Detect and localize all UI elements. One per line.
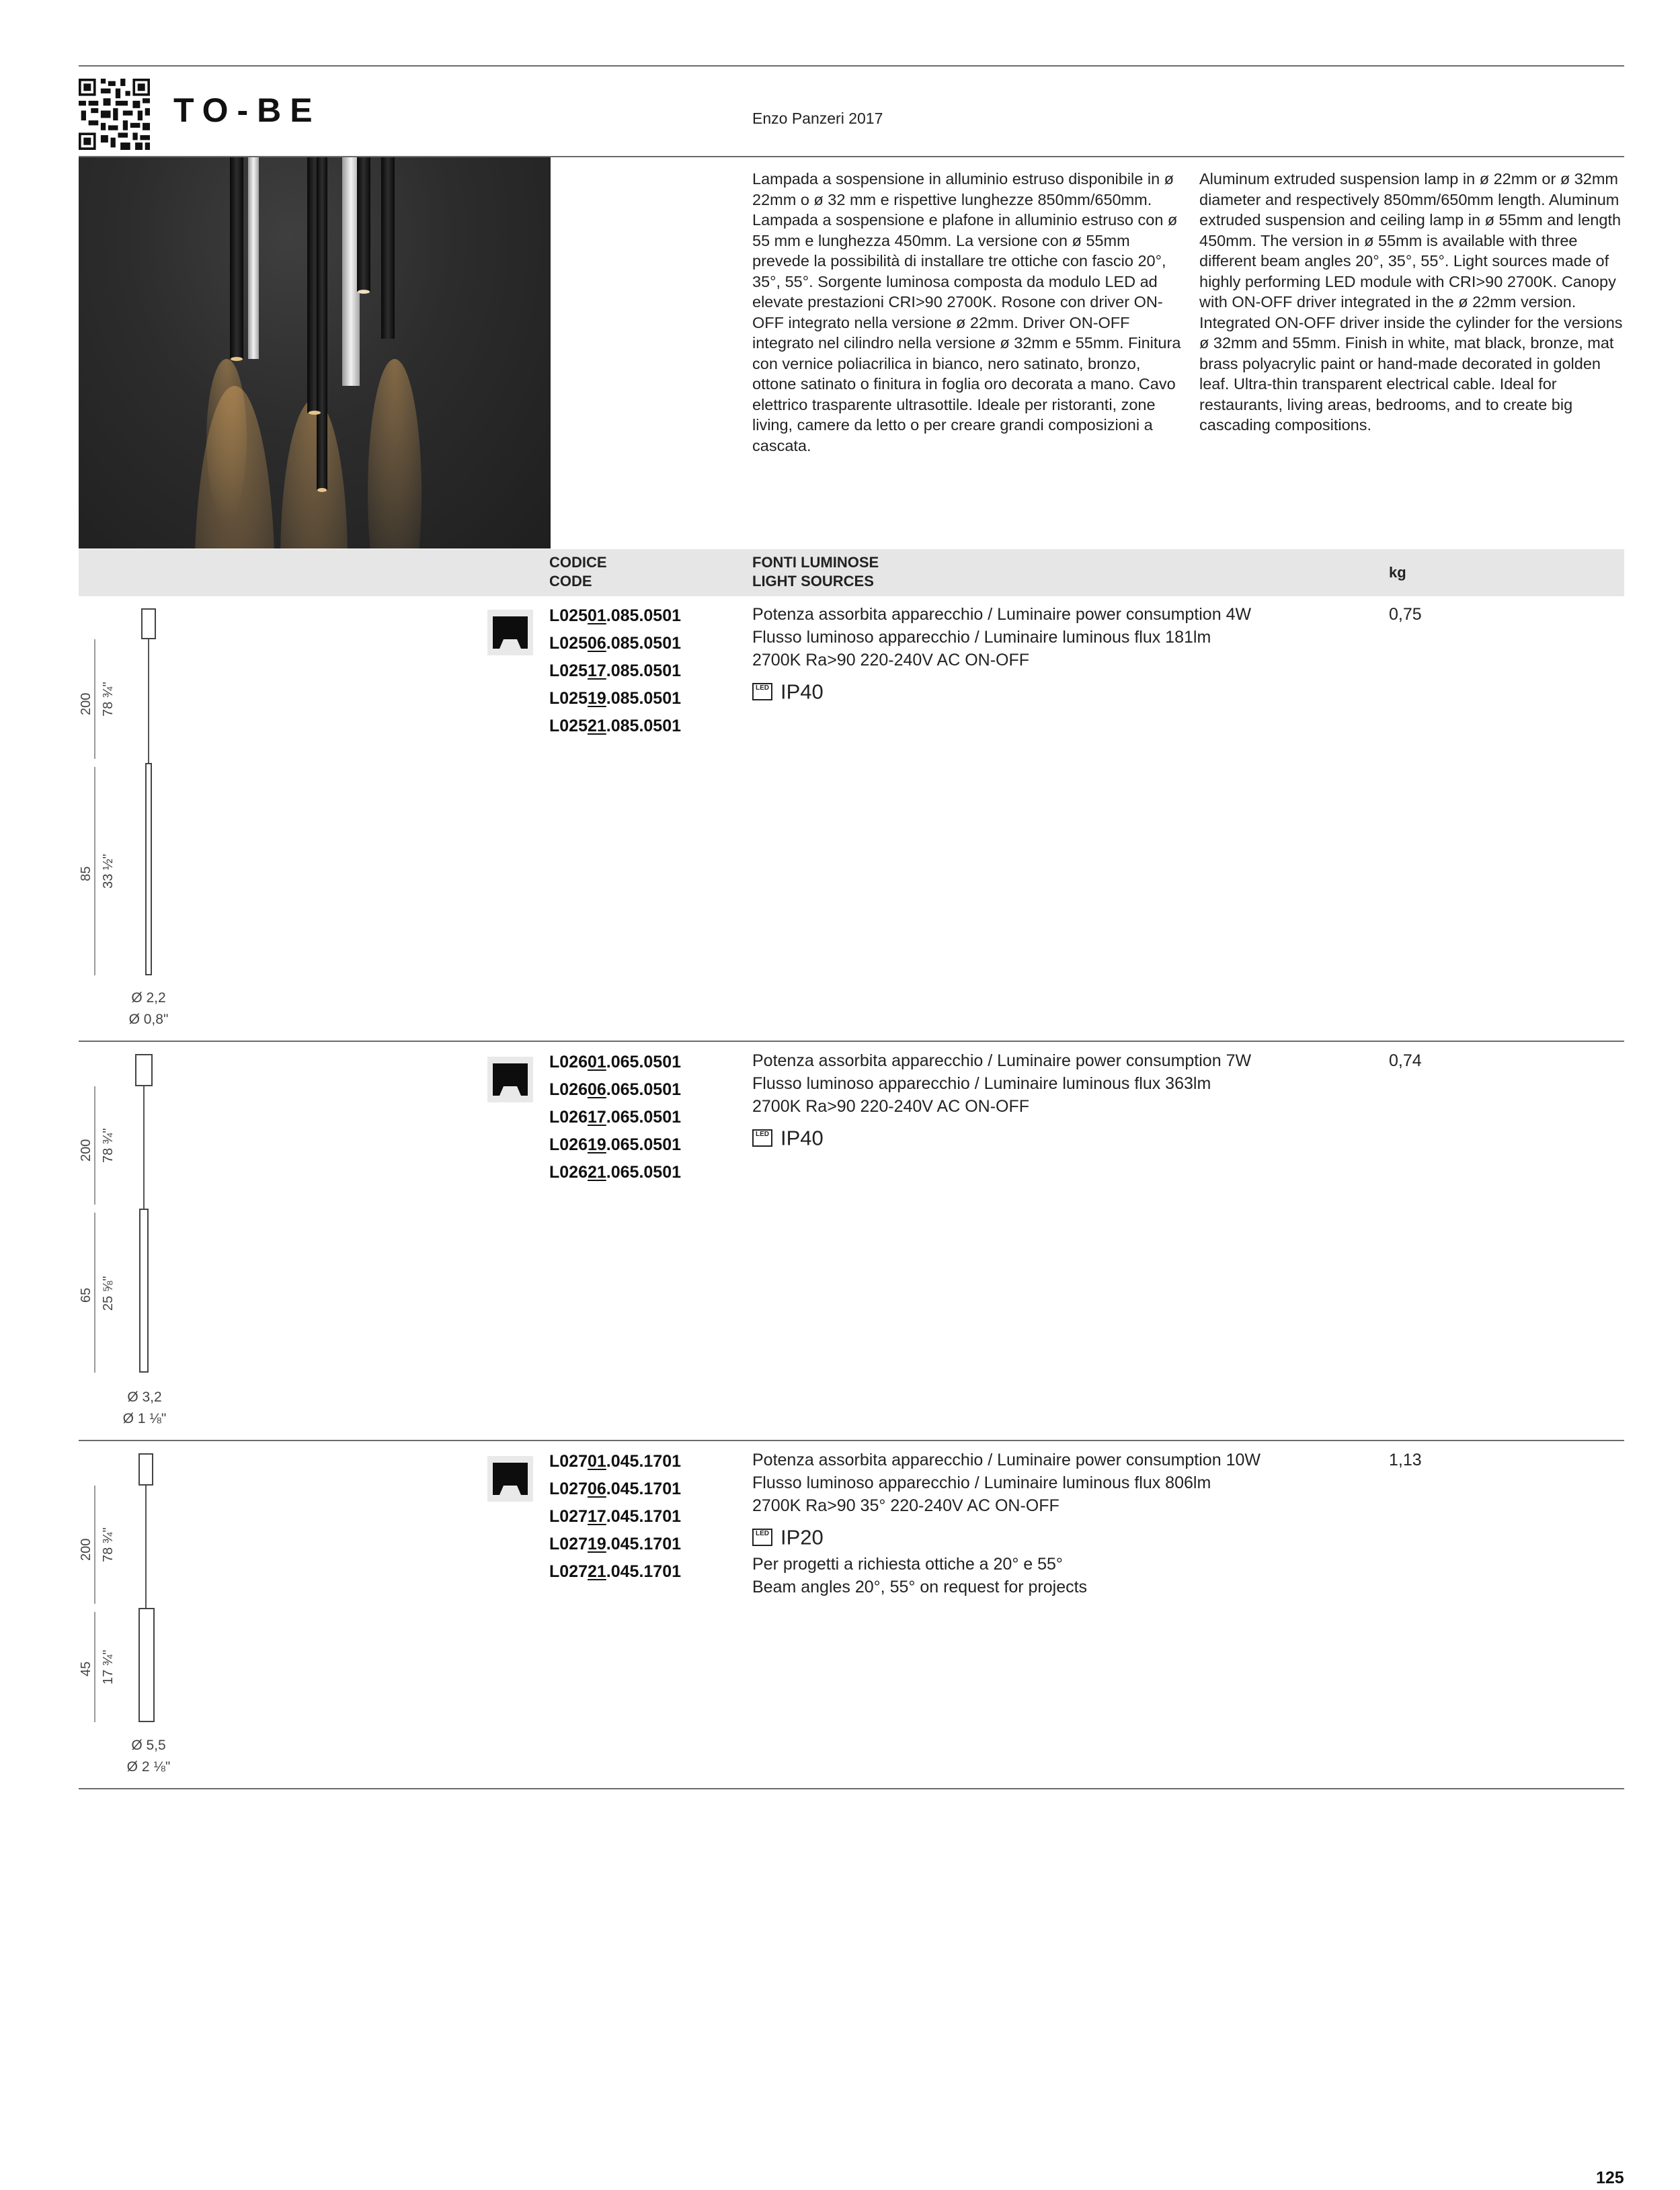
row-divider [79, 1788, 1624, 1789]
product-code: L02721.045.1701 [549, 1562, 682, 1581]
header-code [549, 553, 607, 591]
ip-rating: IP40 [781, 1126, 824, 1150]
ip-rating: IP20 [781, 1525, 824, 1549]
body-drawing [139, 1209, 149, 1373]
row-divider [79, 1440, 1624, 1441]
row-divider [79, 1041, 1624, 1042]
description-english: Aluminum extruded suspension lamp in ø 22mm or ø 32mm diameter and respectively 850mm/650mm length. Aluminum extruded suspension and ceiling lamp in ø 55mm and length 450mm. The version in ø 55mm is available with three different beam angles 20°, 35°, 55°. Light sources made of highly performing LED module with CRI>90 2700K. Canopy with ON-OFF driver integrated in the ø 22mm version. Integrated ON-OFF driver inside the cylinder for the versions ø 32mm and 55mm. Finish in white, mat black, bronze, mat brass polyacrylic paint or hand-made decorated in golden leaf. Ultra-thin transparent electrical cable. Ideal for restaurants, living areas, bedrooms, and to create big cascading compositions. [1199, 170, 1623, 434]
beam-note-en: Beam angles 20°, 55° on request for projects [752, 1578, 1088, 1597]
header-light-sources [752, 553, 879, 591]
diameter-cm: Ø 3,2 [127, 1389, 162, 1405]
canopy-drawing [135, 1054, 153, 1086]
body-drawing [145, 763, 152, 975]
power-consumption: Potenza assorbita apparecchio / Luminaire power consumption 10W [752, 1451, 1261, 1469]
product-code: L02517.085.0501 [549, 661, 682, 680]
canopy-drawing [138, 1453, 153, 1486]
dimension-line [94, 639, 95, 759]
qr-code-icon [79, 79, 150, 150]
luminous-flux: Flusso luminoso apparecchio / Luminaire luminous flux 806lm [752, 1473, 1211, 1492]
dim-cable-in: 78 ¾" [101, 1527, 116, 1562]
product-photo [79, 157, 551, 549]
dim-cable-in: 78 ¾" [101, 682, 116, 717]
product-codes [549, 602, 681, 740]
dimension-line [94, 767, 95, 975]
ip-rating-row [752, 680, 1251, 703]
product-code: L02717.045.1701 [549, 1507, 682, 1526]
led-icon: LED [752, 1529, 772, 1546]
diameter-in: Ø 1 ⅛" [122, 1411, 167, 1426]
dimension-line [94, 1486, 95, 1604]
product-code: L02606.065.0501 [549, 1080, 682, 1099]
ceiling-light-thumbnail-icon [487, 1456, 533, 1502]
electrical-specs: 2700K Ra>90 35° 220-240V AC ON-OFF [752, 1496, 1059, 1515]
product-code: L02519.085.0501 [549, 689, 682, 708]
power-consumption: Potenza assorbita apparecchio / Luminaire power consumption 4W [752, 605, 1252, 624]
weight-value: 0,74 [1389, 1051, 1422, 1070]
dimension-line [94, 1213, 95, 1373]
header-code-en: CODE [549, 573, 592, 590]
ip-rating-row [752, 1126, 1251, 1149]
diameter-cm: Ø 2,2 [131, 990, 166, 1006]
cable-drawing [148, 639, 149, 763]
beam-note-it: Per progetti a richiesta ottiche a 20° e 55° [752, 1555, 1063, 1574]
dim-body-cm: 45 [79, 1661, 93, 1676]
product-codes [549, 1049, 681, 1186]
dimension-line [94, 1086, 95, 1205]
product-codes [549, 1448, 681, 1586]
dim-body-in: 25 ⅝" [101, 1276, 116, 1311]
electrical-specs: 2700K Ra>90 220-240V AC ON-OFF [752, 651, 1030, 670]
product-title: TO-BE [173, 91, 321, 129]
dim-cable-in: 78 ¾" [101, 1128, 116, 1163]
header-sources-it: FONTI LUMINOSE [752, 554, 879, 571]
cable-drawing [145, 1486, 147, 1608]
led-icon: LED [752, 683, 772, 700]
dim-body-cm: 65 [79, 1287, 93, 1303]
header-code-it: CODICE [549, 554, 607, 571]
ip-rating-row [752, 1525, 1261, 1549]
dim-cable-cm: 200 [79, 1139, 93, 1162]
electrical-specs: 2700K Ra>90 220-240V AC ON-OFF [752, 1097, 1030, 1116]
product-code: L02619.065.0501 [549, 1135, 682, 1154]
weight-value: 0,75 [1389, 605, 1422, 624]
diameter-in: Ø 2 ⅛" [126, 1759, 171, 1775]
diameter-cm: Ø 5,5 [131, 1738, 166, 1753]
dim-cable-cm: 200 [79, 1538, 93, 1561]
page-number: 125 [1596, 2168, 1624, 2187]
dim-cable-cm: 200 [79, 692, 93, 715]
header-weight: kg [1389, 564, 1406, 581]
light-source-specs [752, 1049, 1251, 1149]
ip-rating: IP40 [781, 680, 824, 704]
ceiling-light-thumbnail-icon [487, 610, 533, 655]
power-consumption: Potenza assorbita apparecchio / Luminaire power consumption 7W [752, 1051, 1252, 1070]
header-sources-en: LIGHT SOURCES [752, 573, 874, 590]
body-drawing [138, 1608, 155, 1722]
dim-body-cm: 85 [79, 866, 93, 881]
product-code: L02521.085.0501 [549, 717, 682, 735]
dim-body-in: 33 ½" [101, 854, 116, 889]
product-code: L02701.045.1701 [549, 1452, 682, 1471]
luminous-flux: Flusso luminoso apparecchio / Luminaire luminous flux 363lm [752, 1074, 1211, 1093]
dimension-line [94, 1612, 95, 1722]
light-source-specs [752, 1449, 1261, 1598]
designer-year: Enzo Panzeri 2017 [752, 110, 883, 127]
product-code: L02719.045.1701 [549, 1535, 682, 1553]
diameter-in: Ø 0,8" [128, 1012, 169, 1027]
product-code: L02706.045.1701 [549, 1479, 682, 1498]
luminous-flux: Flusso luminoso apparecchio / Luminaire luminous flux 181lm [752, 628, 1211, 647]
canopy-drawing [141, 608, 156, 639]
product-code: L02617.065.0501 [549, 1108, 682, 1127]
product-code: L02621.065.0501 [549, 1163, 682, 1182]
product-code: L02506.085.0501 [549, 634, 682, 653]
cable-drawing [143, 1086, 145, 1209]
product-code: L02501.085.0501 [549, 606, 682, 625]
ceiling-light-thumbnail-icon [487, 1057, 533, 1102]
weight-value: 1,13 [1389, 1451, 1422, 1469]
description-italian: Lampada a sospensione in alluminio estruso disponibile in ø 22mm o ø 32 mm e rispettive lunghezze 850mm/650mm. Lampada a sospensione e plafone in alluminio estruso con ø 55 mm e lunghezza 450mm. La versione con ø 55mm prevede la possibilità di installare tre ottiche con fascio 20°, 35°, 55°. Sorgente luminosa composta da modulo LED ad elevate prestazioni CRI>90 2700K. Rosone con driver ON-OFF integrato nella versione ø 22mm. Driver ON-OFF integrato nel cilindro nella versione ø 32mm e 55mm. Finitura con vernice poliacrilica in bianco, nero satinato, bronzo, ottone satinato o finitura in foglia oro decorata a mano. Cavo elettrico trasparente ultrasottile. Ideale per ristoranti, zone living, camere da letto o per creare grandi composizioni a cascata. [752, 170, 1181, 454]
dim-body-in: 17 ¾" [101, 1650, 116, 1685]
product-code: L02601.065.0501 [549, 1053, 682, 1071]
light-source-specs [752, 603, 1251, 703]
led-icon: LED [752, 1129, 772, 1147]
top-rule [79, 65, 1624, 67]
